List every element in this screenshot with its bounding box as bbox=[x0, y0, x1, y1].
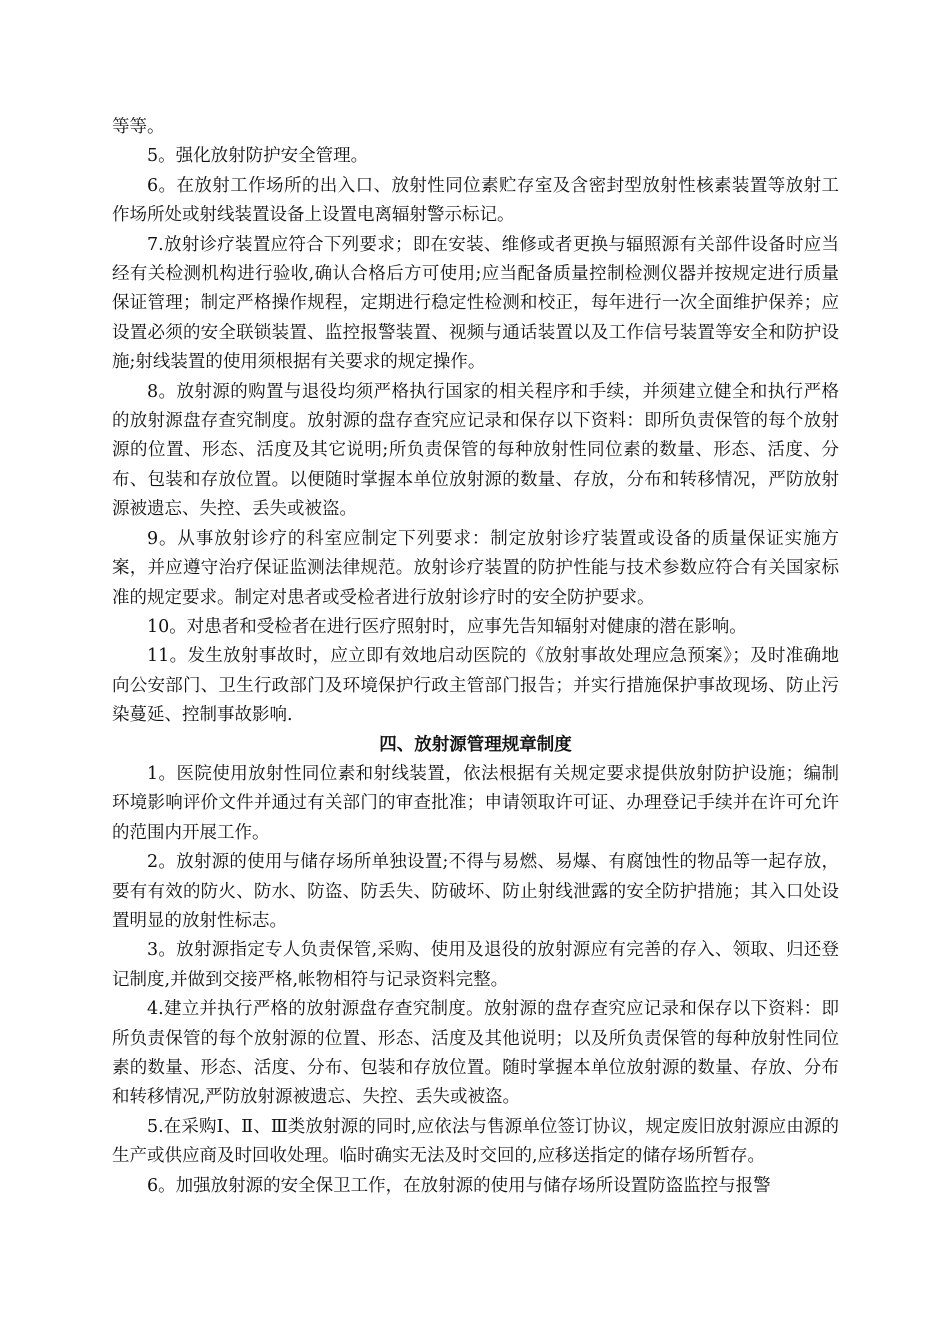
paragraph-item-7: 7.放射诊疗装置应符合下列要求；即在安装、维修或者更换与辐照源有关部件设备时应当经有关检测机构进行验收,确认合格后方可使用;应当配备质量控制检测仪器并按规定进行质量保证管理；制定严格操作规程，定期进行稳定性检测和校正，每年进行一次全面维护保养；应设置必须的安全联锁装置、监控报警装置、视频与通话装置以及工作信号装置等安全和防护设施;射线装置的使用须根据有关要求的规定操作。 bbox=[112, 234, 839, 373]
paragraph-item-8: 8。放射源的购置与退役均须严格执行国家的相关程序和手续，并须建立健全和执行严格的放射源盘存查究制度。放射源的盘存查究应记录和保存以下资料：即所负责保管的每个放射源的位置、形态、活度及其它说明;所负责保管的每种放射性同位素的数量、形态、活度、分布、包装和存放位置。以便随时掌握本单位放射源的数量、存放，分布和转移情况，严防放射源被遗忘、失控、丢失或被盗。 bbox=[112, 381, 839, 520]
section-paragraph-1: 1。医院使用放射性同位素和射线装置，依法根据有关规定要求提供放射防护设施；编制环境影响评价文件并通过有关部门的审查批准；申请领取许可证、办理登记手续并在许可允许的范围内开展工作。 bbox=[112, 763, 839, 843]
section-paragraph-4: 4.建立并执行严格的放射源盘存查究制度。放射源的盘存查究应记录和保存以下资料：即所负责保管的每个放射源的位置、形态、活度及其他说明；以及所负责保管的每种放射性同位素的数量、形态、活度、分布、包装和存放位置。随时掌握本单位放射源的数量、存放、分布和转移情况,严防放射源被遗忘、失控、丢失或被盗。 bbox=[112, 999, 839, 1108]
paragraph-item-9: 9。从事放射诊疗的科室应制定下列要求：制定放射诊疗装置或设备的质量保证实施方案，并应遵守治疗保证监测法律规范。放射诊疗装置的防护性能与技术参数应符合有关国家标准的规定要求。制定对患者或受检者进行放射诊疗时的安全防护要求。 bbox=[112, 528, 839, 608]
paragraph-item-11: 11。发生放射事故时，应立即有效地启动医院的《放射事故处理应急预案》；及时准确地向公安部门、卫生行政部门及环境保护行政主管部门报告；并实行措施保护事故现场、防止污染蔓延、控制事故影响. bbox=[112, 646, 839, 726]
paragraph-item-5: 5。强化放射防护安全管理。 bbox=[147, 146, 369, 167]
section-heading: 四、放射源管理规章制度 bbox=[379, 734, 572, 755]
section-paragraph-3: 3。放射源指定专人负责保管,采购、使用及退役的放射源应有完善的存入、领取、归还登记制度,并做到交接严格,帐物相符与记录资料完整。 bbox=[112, 940, 839, 990]
paragraph-item-6: 6。在放射工作场所的出入口、放射性同位素贮存室及含密封型放射性核素装置等放射工作场所处或射线装置设备上设置电离辐射警示标记。 bbox=[112, 175, 839, 226]
section-paragraph-2: 2。放射源的使用与储存场所单独设置;不得与易燃、易爆、有腐蚀性的物品等一起存放，要有有效的防火、防水、防盗、防丢失、防破坏、防止射线泄露的安全防护措施；其入口处设置明显的放射性标志。 bbox=[112, 852, 839, 931]
paragraph-continuation: 等等。 bbox=[112, 117, 165, 137]
section-paragraph-5: 5.在采购Ⅰ、Ⅱ、Ⅲ类放射源的同时,应依法与售源单位签订协议，规定废旧放射源应由源的生产或供应商及时回收处理。临时确实无法及时交回的,应移送指定的储存场所暂存。 bbox=[112, 1116, 839, 1167]
paragraph-item-10: 10。对患者和受检者在进行医疗照射时，应事先告知辐射对健康的潜在影响。 bbox=[147, 616, 747, 637]
section-paragraph-6: 6。加强放射源的安全保卫工作，在放射源的使用与储存场所设置防盗监控与报警 bbox=[147, 1175, 771, 1196]
document-page bbox=[112, 113, 839, 1201]
